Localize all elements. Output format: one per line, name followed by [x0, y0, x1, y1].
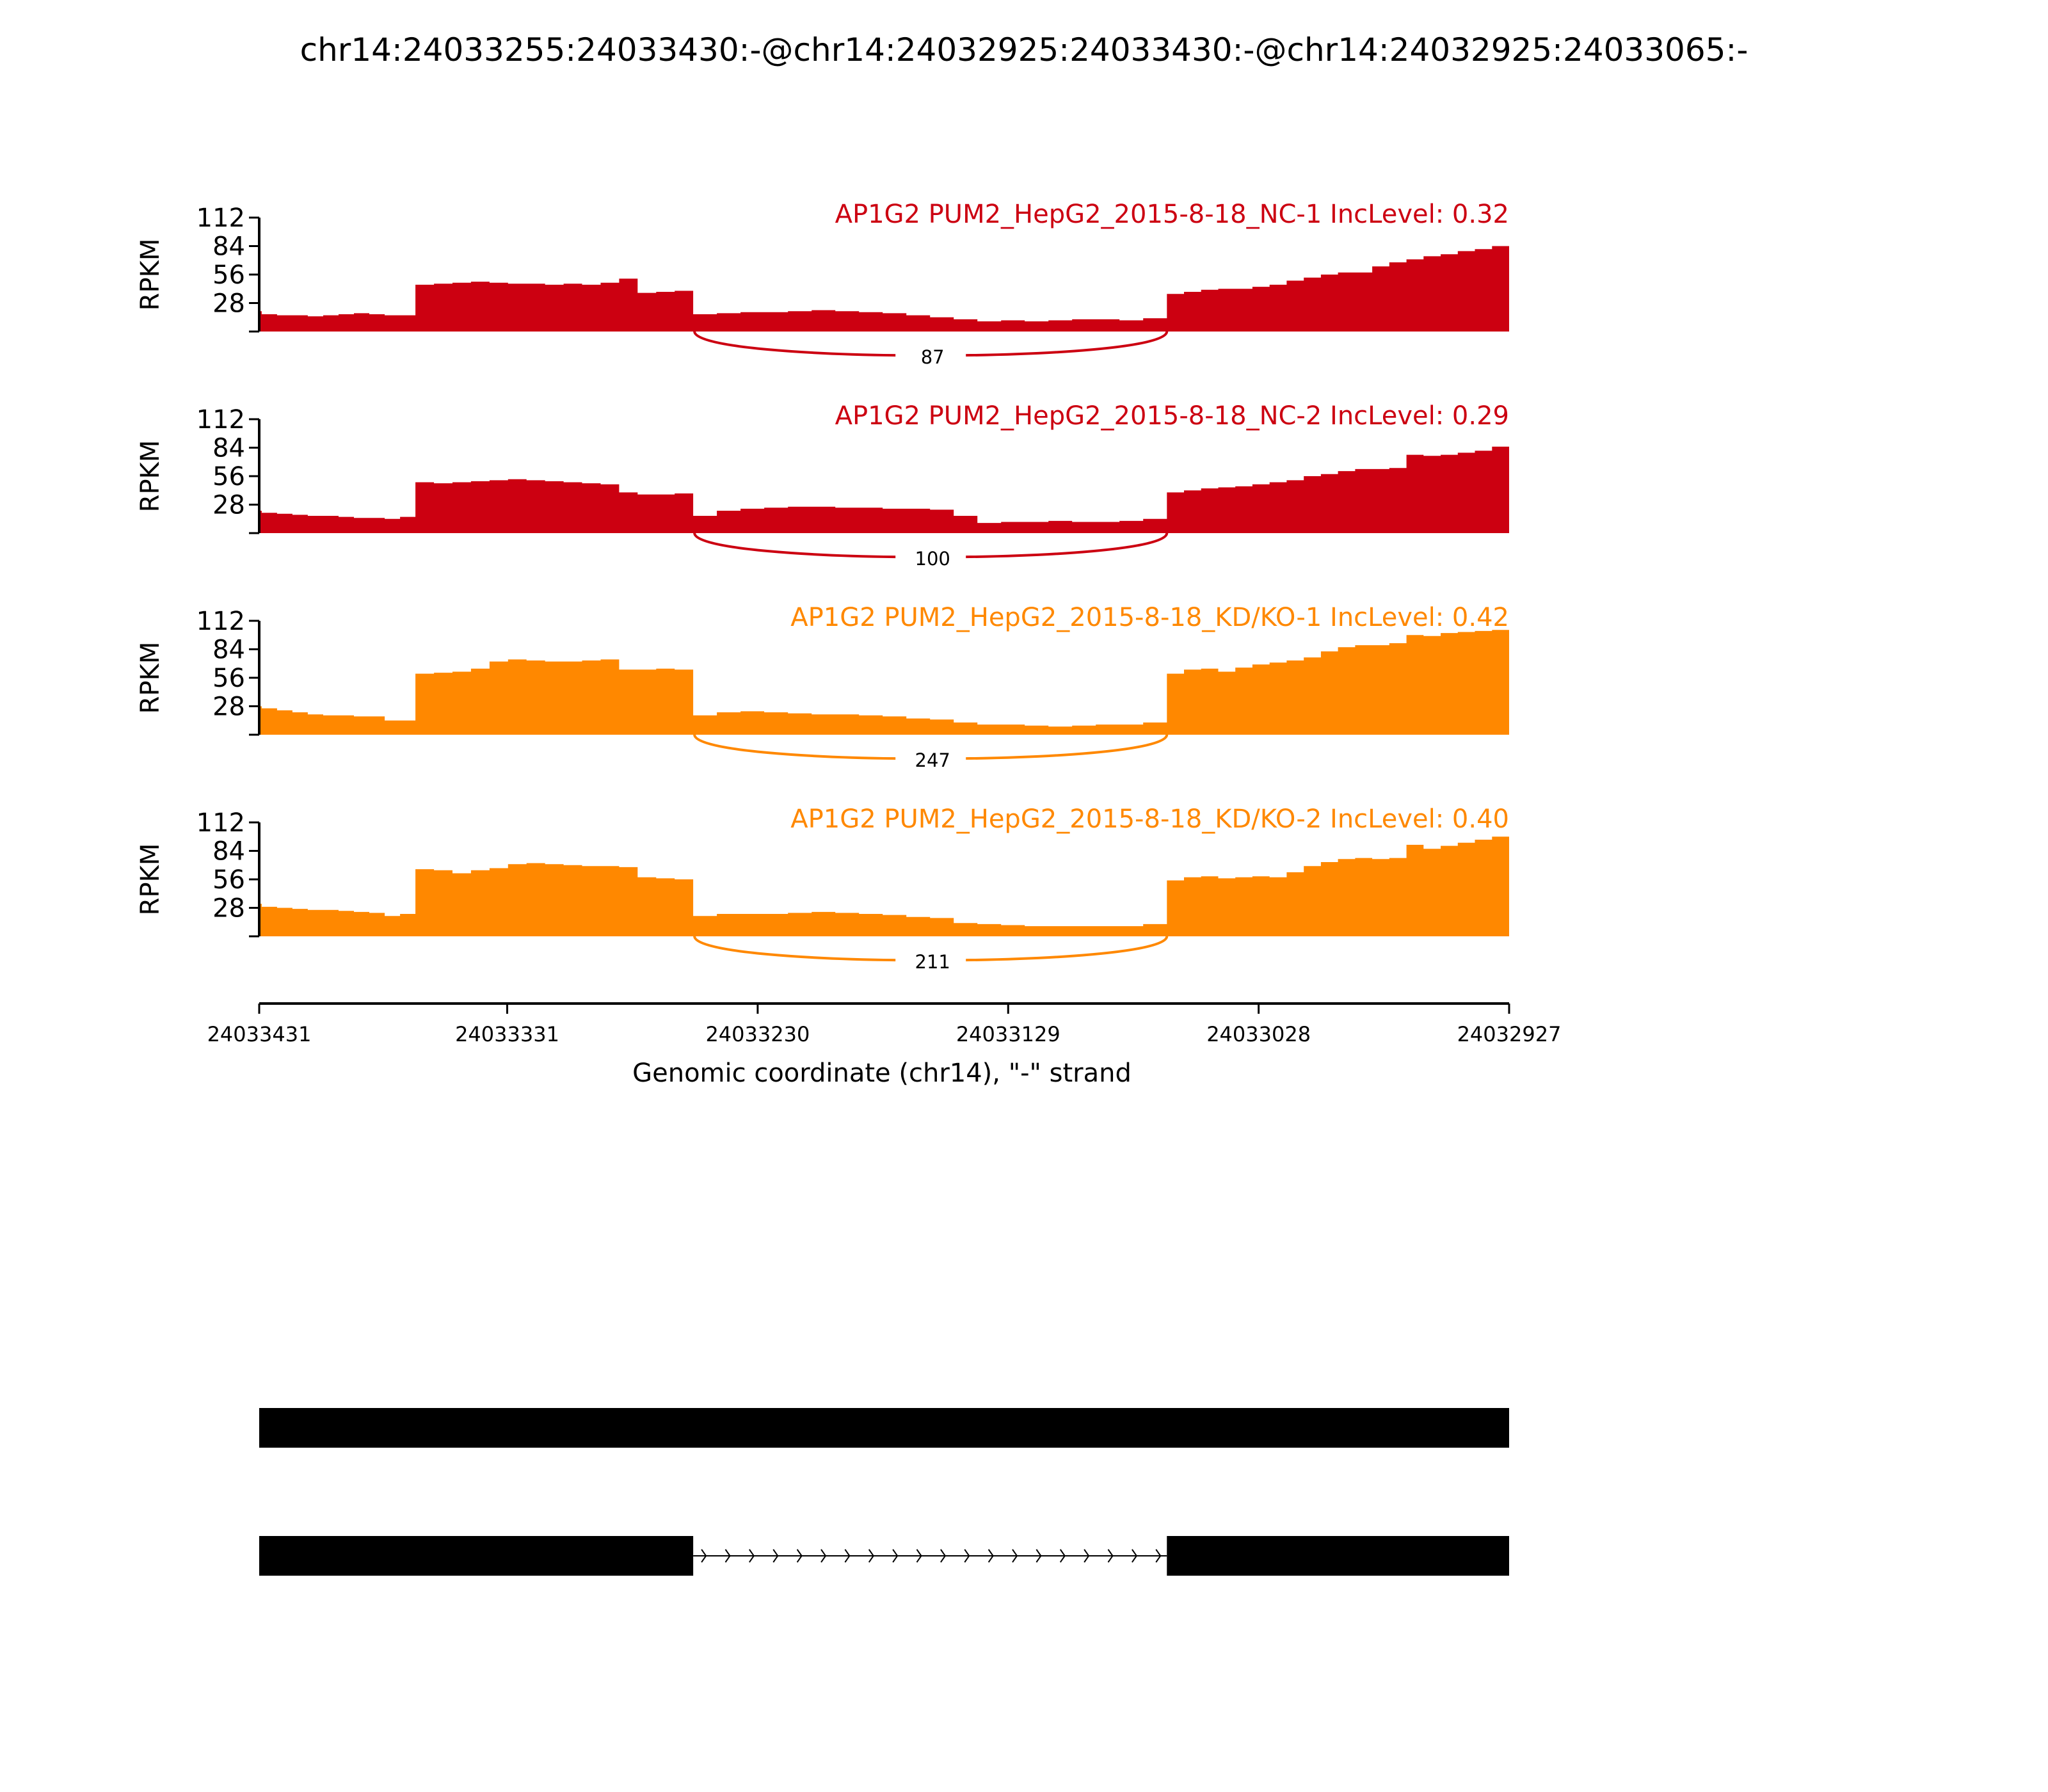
- isoform-2: [259, 1536, 1509, 1576]
- y-tick-label: 28: [212, 893, 245, 924]
- y-tick-label: 112: [196, 405, 245, 435]
- coverage-area: [259, 630, 1509, 735]
- y-tick-label: 56: [212, 260, 245, 290]
- y-tick-label: 28: [212, 289, 245, 319]
- y-tick-label: 28: [212, 490, 245, 520]
- exon-block: [1167, 1536, 1509, 1576]
- y-axis-label: RPKM: [136, 843, 165, 916]
- y-tick-label: 84: [212, 635, 245, 665]
- track-title: AP1G2 PUM2_HepG2_2015-8-18_NC-2 IncLevel: 0.29: [835, 401, 1509, 431]
- track-title: AP1G2 PUM2_HepG2_2015-8-18_NC-1 IncLevel: 0.32: [835, 200, 1509, 229]
- track-3: [136, 603, 1509, 772]
- exon-block: [259, 1408, 1509, 1448]
- junction-count: 87: [920, 346, 945, 368]
- coverage-area: [259, 246, 1509, 332]
- y-tick-label: 112: [196, 808, 245, 838]
- track-title: AP1G2 PUM2_HepG2_2015-8-18_KD/KO-1 IncLevel: 0.42: [790, 603, 1509, 632]
- junction-count: 211: [915, 951, 950, 973]
- junction-count: 100: [915, 548, 950, 570]
- y-tick-label: 84: [212, 433, 245, 463]
- x-tick-label: 24033431: [207, 1022, 312, 1046]
- track-1: [136, 200, 1509, 369]
- x-tick-label: 24033331: [455, 1022, 559, 1046]
- y-axis-label: RPKM: [136, 238, 165, 311]
- coverage-area: [259, 447, 1509, 533]
- exon-block: [259, 1536, 693, 1576]
- y-tick-label: 56: [212, 865, 245, 895]
- y-axis-label: RPKM: [136, 641, 165, 714]
- y-tick-label: 84: [212, 232, 245, 262]
- y-tick-label: 112: [196, 607, 245, 636]
- y-tick-label: 28: [212, 692, 245, 722]
- track-title: AP1G2 PUM2_HepG2_2015-8-18_KD/KO-2 IncLevel: 0.40: [790, 804, 1509, 834]
- y-tick-label: 56: [212, 664, 245, 693]
- coverage-area: [259, 836, 1509, 936]
- y-tick-label: 112: [196, 204, 245, 233]
- x-tick-label: 24033230: [705, 1022, 810, 1046]
- isoform-models: [259, 1408, 1509, 1576]
- isoform-1: [259, 1408, 1509, 1448]
- y-tick-label: 56: [212, 462, 245, 492]
- track-2: [136, 401, 1509, 570]
- y-axis-label: RPKM: [136, 440, 165, 513]
- junction-count: 247: [915, 749, 950, 771]
- x-axis-label: Genomic coordinate (chr14), "-" strand: [632, 1059, 1132, 1088]
- coverage-tracks: [136, 200, 1509, 973]
- x-axis: [207, 1004, 1562, 1046]
- track-4: [136, 804, 1509, 973]
- y-tick-label: 84: [212, 836, 245, 867]
- x-tick-label: 24033028: [1206, 1022, 1311, 1046]
- plot-title: chr14:24033255:24033430:-@chr14:24032925:24033430:-@chr14:24032925:24033065:-: [300, 31, 1748, 68]
- x-tick-label: 24033129: [956, 1022, 1060, 1046]
- x-tick-label: 24032927: [1457, 1022, 1562, 1046]
